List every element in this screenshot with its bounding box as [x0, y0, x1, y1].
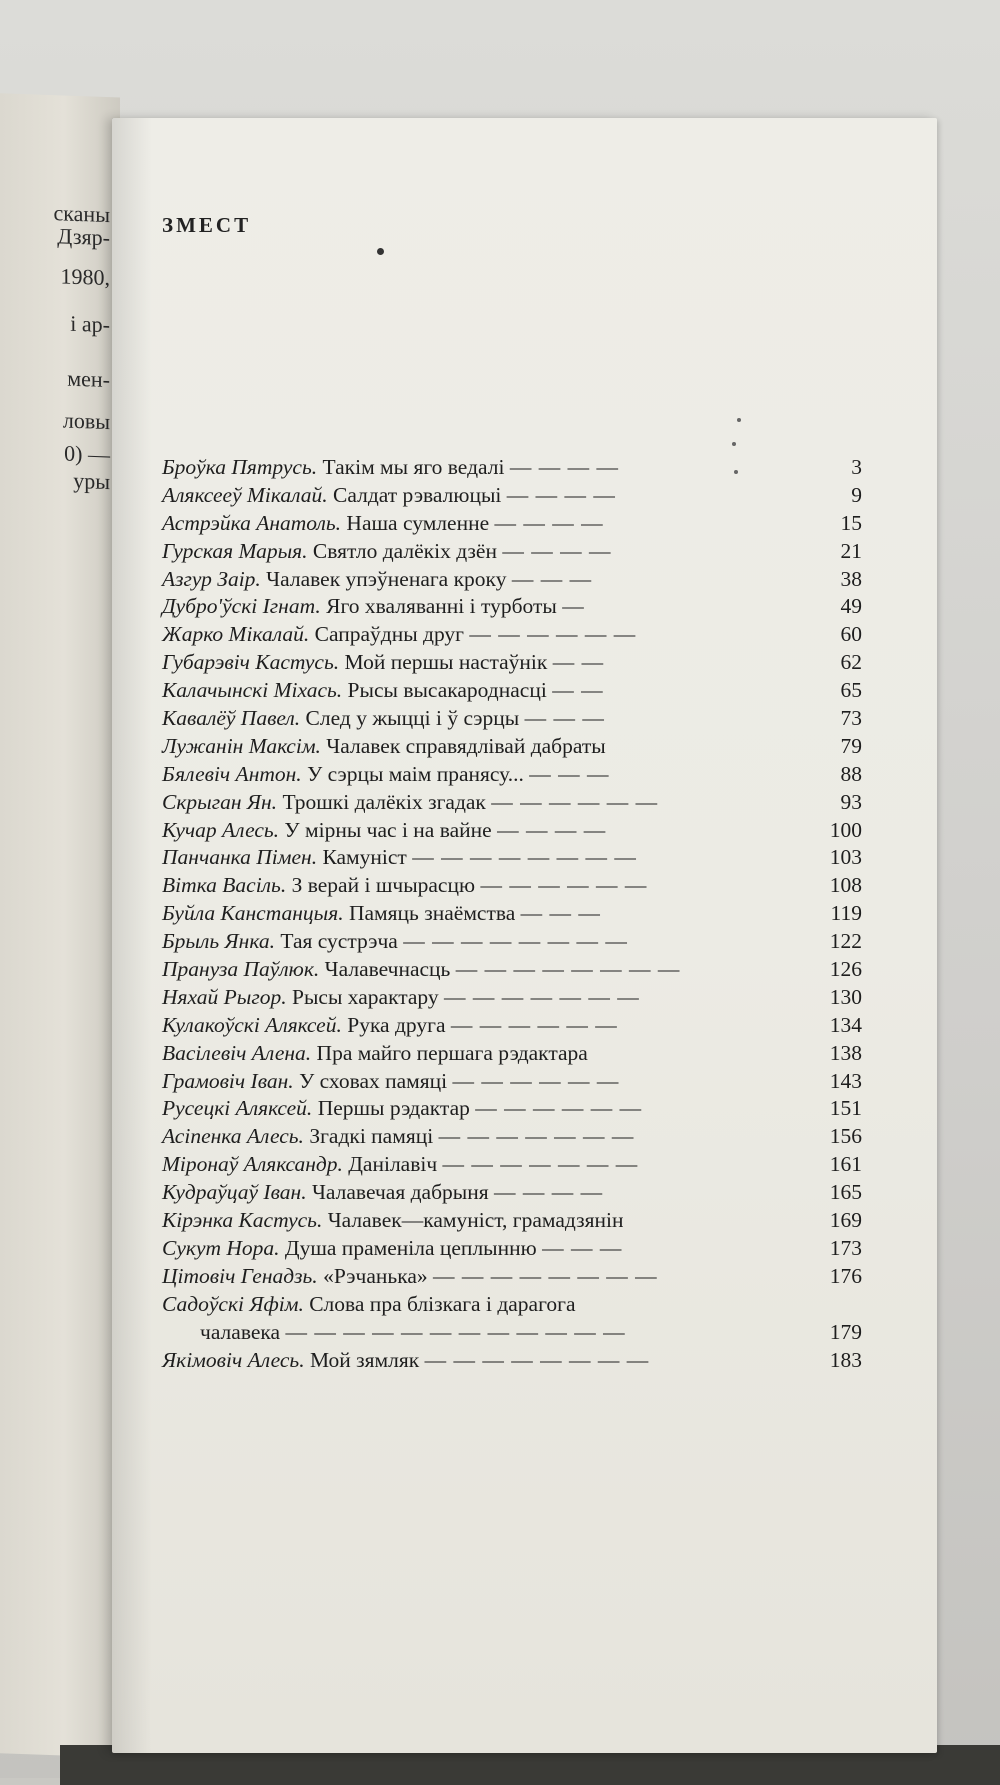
entry-page-number: 38 [840, 566, 862, 591]
entry-page-number: 103 [829, 845, 862, 870]
leader-dashes: — — — — [502, 538, 612, 563]
entry-author: Міронаў Аляксандр. [162, 1152, 343, 1177]
entry-page-number: 183 [829, 1347, 862, 1372]
entry-author: Грамовіч Іван. [162, 1068, 294, 1093]
entry-title: Згадкі памяці [309, 1124, 434, 1149]
entry-author: Броўка Пятрусь. [162, 455, 318, 479]
leader-dashes: — — — — — — [480, 873, 648, 898]
entry-author: Гурская Марыя. [162, 538, 308, 563]
toc-entry [162, 1094, 862, 1122]
entry-author: Калачынскі Міхась. [162, 678, 343, 703]
toc-entry [162, 453, 862, 481]
toc-entry [162, 955, 862, 983]
page-title: ЗМЕСТ [162, 213, 252, 237]
entry-title: Чалавечнасць [324, 957, 451, 982]
left-page-fragment: 1980, [60, 263, 110, 291]
left-page-fragment: і ар- [70, 310, 110, 338]
entry-page-number: 79 [840, 733, 862, 758]
toc-entry [162, 676, 862, 704]
entry-author: Аляксееў Мікалай. [162, 482, 328, 507]
toc-entry [162, 481, 862, 509]
entry-page-number: 9 [851, 482, 862, 507]
entry-author: Дубро'ўскі Ігнат. [162, 594, 321, 619]
entry-page-number: 122 [829, 929, 862, 954]
entry-page-number: 88 [840, 761, 862, 786]
entry-title: Салдат рэвалюцыі [333, 482, 502, 507]
entry-title: Чалавек—камуніст, грамадзянін [327, 1208, 624, 1233]
left-page-fragment: Дзяр- [57, 223, 110, 251]
entry-author: Губарэвіч Кастусь. [162, 650, 340, 675]
entry-title: Мой зямляк [309, 1347, 420, 1372]
entry-author: Астрэйка Анатоль. [162, 510, 342, 535]
entry-author: Пранузa Паўлюк. [162, 957, 320, 982]
left-page-fragment: 0) — [64, 440, 110, 468]
leader-dashes: — — — — — — [475, 1096, 643, 1121]
entry-author: Панчанка Пімен. [162, 845, 318, 870]
entry-title: Святло далёкіх дзён [312, 538, 497, 563]
entry-title-continuation [162, 1318, 862, 1346]
entry-author: Кучар Алесь. [162, 817, 280, 842]
toc-entry [162, 1262, 862, 1290]
entry-page-number: 21 [840, 538, 862, 563]
leader-dashes: — — — — — — — — [455, 957, 681, 982]
leader-dashes: — — — — [509, 455, 619, 479]
entry-title: У сховах памяці [299, 1068, 448, 1093]
entry-page-number: 100 [829, 817, 862, 842]
leader-dashes: — — — — [493, 1180, 604, 1205]
toc-entry [162, 927, 862, 955]
left-page-fragment: ловы [62, 407, 110, 435]
entry-page-number: 3 [851, 455, 862, 479]
entry-author: Асіпенка Алесь. [162, 1124, 304, 1149]
leader-dashes: — — — — — — — [444, 984, 640, 1009]
entry-title: Трошкі далёкіх згадак [282, 789, 486, 814]
entry-title: Рысы характару [292, 984, 439, 1009]
entry-page-number: 143 [829, 1068, 862, 1093]
toc-entry [162, 1290, 862, 1346]
entry-page-number: 179 [829, 1319, 862, 1344]
toc-entry [162, 620, 862, 648]
entry-author: Буйла Канстанцыя. [162, 901, 344, 926]
entry-page-number: 161 [829, 1152, 862, 1177]
leader-dashes: — — — — — — [469, 622, 637, 647]
entry-author: Брыль Янка. [162, 929, 275, 954]
toc-entry [162, 1206, 862, 1234]
entry-author: Сукут Нора. [162, 1235, 280, 1260]
entry-page-number: 138 [829, 1040, 862, 1065]
toc-entry [162, 816, 862, 844]
entry-page-number: 49 [840, 594, 862, 619]
leader-dashes: — — — — — — — — [433, 1263, 658, 1288]
entry-author: Вітка Васіль. [162, 873, 287, 898]
entry-title: Памяць знаёмства [348, 901, 516, 926]
entry-title: З верай і шчырасцю [291, 873, 476, 898]
entry-author: Бялевіч Антон. [162, 761, 302, 786]
leader-dashes: — — [552, 650, 605, 675]
entry-title: Чалавек справядлівай дабраты [326, 733, 606, 758]
entry-page-number: 173 [829, 1235, 862, 1260]
page-gutter-shadow [112, 118, 152, 1753]
entry-title: Такім мы яго ведалі [322, 455, 505, 479]
entry-page-number: 156 [829, 1124, 862, 1149]
table-of-contents [162, 453, 862, 1374]
toc-entry [162, 509, 862, 537]
leader-dashes: — — — — — — — [438, 1124, 635, 1149]
entry-title: След у жыцці і ў сэрцы [305, 706, 520, 731]
entry-title-continuation-text: чалавека [200, 1319, 281, 1344]
toc-entry [162, 648, 862, 676]
toc-entry [162, 732, 862, 760]
entry-page-number: 165 [829, 1180, 862, 1205]
toc-entry [162, 1039, 862, 1067]
entry-page-number: 119 [830, 901, 862, 926]
entry-author: Жарко Мікалай. [162, 622, 310, 647]
entry-page-number: 176 [829, 1263, 862, 1288]
leader-dashes: — — — — — — — — [412, 845, 637, 870]
leader-dashes: — — [552, 678, 604, 703]
leader-dashes: — — — — — — — [442, 1152, 639, 1177]
entry-title: Яго хваляванні і турботы [326, 594, 557, 619]
toc-entry [162, 843, 862, 871]
toc-entry [162, 760, 862, 788]
entry-page-number: 65 [840, 678, 862, 703]
entry-page-number: 126 [829, 957, 862, 982]
entry-title: Чалавечая дабрыня [311, 1180, 489, 1205]
leader-dashes: — — — — [494, 510, 604, 535]
entry-page-number: 93 [840, 789, 862, 814]
entry-title: Пра майго першага рэдактара [316, 1040, 588, 1065]
entry-author: Садоўскі Яфім. [162, 1291, 304, 1316]
entry-page-number: 108 [829, 873, 862, 898]
leader-dashes: — — — — — — [491, 789, 659, 814]
entry-title: Мой першы настаўнік [344, 650, 548, 675]
leader-dashes: — — — — [506, 482, 616, 507]
entry-page-number: 15 [840, 510, 862, 535]
left-page-fragment: мен- [67, 365, 110, 393]
entry-title: Сапраўдны друг [314, 622, 464, 647]
left-page [0, 93, 120, 1758]
entry-title: Слова пра блізкага і дарагога [309, 1291, 576, 1316]
entry-title: Наша сумленне [346, 510, 490, 535]
toc-entry [162, 1150, 862, 1178]
leader-dashes: — — — [520, 901, 601, 926]
toc-entry [162, 899, 862, 927]
book-page [112, 118, 937, 1753]
leader-dashes: — — — — — — — — — — — — [285, 1319, 626, 1344]
entry-author: Скрыган Ян. [162, 789, 278, 814]
leader-dashes: — — — [529, 761, 610, 786]
toc-entry [162, 1234, 862, 1262]
leader-dashes: — — — — — — [450, 1012, 618, 1037]
entry-author: Якімовіч Алесь. [162, 1347, 305, 1372]
leader-dashes: — [562, 594, 585, 619]
ink-dot [737, 418, 741, 422]
entry-title: У мірны час і на вайне [284, 817, 492, 842]
entry-author: Русецкі Аляксей. [162, 1096, 313, 1121]
leader-dashes: — — — — [497, 817, 607, 842]
entry-title: Чалавек упэўненага кроку [266, 566, 507, 591]
leader-dashes: — — — [542, 1235, 623, 1260]
ink-dot [732, 442, 736, 446]
toc-entry [162, 537, 862, 565]
ink-dot [377, 248, 384, 255]
entry-author: Азгур Заір. [162, 566, 261, 591]
entry-page-number: 60 [840, 622, 862, 647]
entry-page-number: 73 [840, 706, 862, 731]
leader-dashes: — — — [511, 566, 593, 591]
left-page-fragment: уры [73, 467, 110, 495]
toc-entry [162, 983, 862, 1011]
entry-title: У сэрцы маім пранясу... [307, 761, 524, 786]
toc-entry [162, 565, 862, 593]
entry-page-number: 169 [829, 1208, 862, 1233]
entry-page-number: 151 [829, 1096, 862, 1121]
entry-page-number: 62 [840, 650, 862, 675]
entry-author: Васілевіч Алена. [162, 1040, 312, 1065]
entry-title: Першы рэдактар [317, 1096, 470, 1121]
entry-title: Рука друга [347, 1012, 446, 1037]
entry-author: Кудраўцаў Іван. [162, 1180, 307, 1205]
entry-page-number: 134 [829, 1012, 862, 1037]
toc-entry [162, 1011, 862, 1039]
toc-entry [162, 1178, 862, 1206]
entry-author: Кулакоўскі Аляксей. [162, 1012, 342, 1037]
entry-title: Душа праменіла цеплынню [284, 1235, 537, 1260]
entry-author: Лужанін Максім. [162, 733, 321, 758]
entry-title: Тая сустрэча [280, 929, 398, 954]
toc-entry [162, 704, 862, 732]
toc-entry [162, 871, 862, 899]
toc-entry [162, 1346, 862, 1374]
left-page-fragment: сканы [53, 200, 110, 228]
entry-author: Цітовіч Генадзь. [162, 1263, 318, 1288]
entry-page-number: 130 [829, 984, 862, 1009]
entry-title: Данілавіч [348, 1152, 438, 1177]
leader-dashes: — — — [524, 706, 605, 731]
toc-entry [162, 1122, 862, 1150]
entry-title: Рысы высакароднасці [347, 678, 547, 703]
entry-title: Камуніст [322, 845, 407, 870]
entry-title: «Рэчанька» [323, 1263, 428, 1288]
leader-dashes: — — — — — — [452, 1068, 620, 1093]
leader-dashes: — — — — — — — — [424, 1347, 650, 1372]
leader-dashes: — — — — — — — — [403, 929, 628, 954]
entry-author: Кавалёў Павел. [162, 706, 301, 731]
toc-entry [162, 1067, 862, 1095]
toc-entry [162, 788, 862, 816]
entry-author: Кірэнка Кастусь. [162, 1208, 323, 1233]
entry-author: Няхай Рыгор. [162, 984, 287, 1009]
toc-entry [162, 592, 862, 620]
